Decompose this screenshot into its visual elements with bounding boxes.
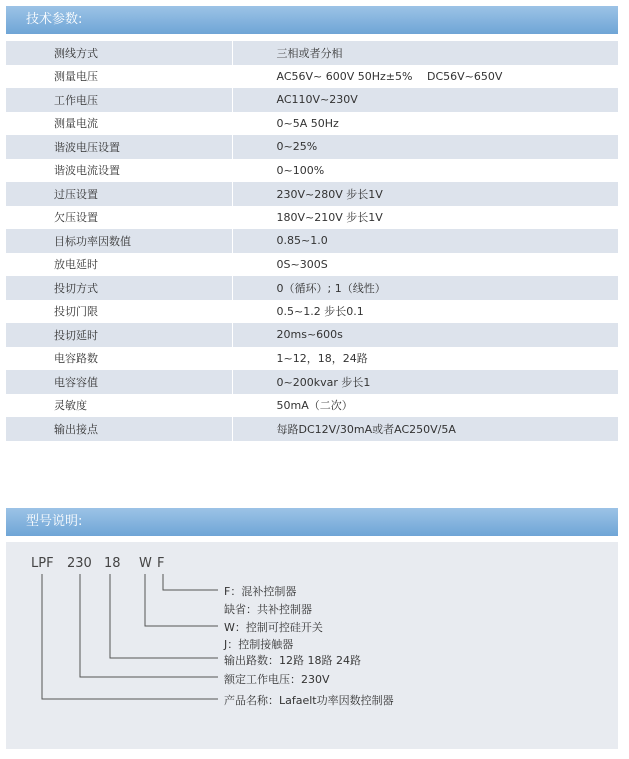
spec-value: 三相或者分相: [232, 41, 618, 65]
spec-label: 工作电压: [6, 88, 232, 112]
desc-outputs: 输出路数：12路 18路 24路: [224, 654, 361, 667]
spec-value: 0S~300S: [232, 253, 618, 277]
desc-default: 缺省：共补控制器: [224, 603, 312, 616]
code-18: 18: [104, 556, 121, 571]
spec-label: 谐波电压设置: [6, 135, 232, 159]
table-row: [6, 370, 618, 394]
spec-label: 目标功率因数值: [6, 229, 232, 253]
spec-label: 谐波电流设置: [6, 159, 232, 183]
spec-value: AC56V~ 600V 50Hz±5% DC56V~650V: [232, 65, 618, 89]
spec-label: 测量电压: [6, 65, 232, 89]
table-row: [6, 159, 618, 183]
spec-value: 230V~280V 步长1V: [232, 182, 618, 206]
desc-voltage: 额定工作电压：230V: [224, 673, 330, 686]
spec-value: 0~100%: [232, 159, 618, 183]
table-row: [6, 41, 618, 65]
table-row: [6, 394, 618, 418]
code-f: F: [157, 556, 165, 571]
spec-value: 每路DC12V/30mA或者AC250V/5A: [232, 417, 618, 441]
spec-value: 50mA（二次）: [232, 394, 618, 418]
table-row: [6, 182, 618, 206]
table-row: [6, 276, 618, 300]
spec-label: 灵敏度: [6, 394, 232, 418]
desc-j: J：控制接触器: [224, 638, 294, 651]
table-row: [6, 135, 618, 159]
spec-label: 放电延时: [6, 253, 232, 277]
spec-value: AC110V~230V: [232, 88, 618, 112]
table-row: [6, 112, 618, 136]
spec-label: 投切延时: [6, 323, 232, 347]
spec-value: 180V~210V 步长1V: [232, 206, 618, 230]
spec-value: 1~12，18，24路: [232, 347, 618, 371]
spec-label: 投切方式: [6, 276, 232, 300]
section-header-model-desc: 型号说明:: [6, 508, 618, 536]
model-diagram: [6, 542, 618, 749]
connector-f: [163, 574, 218, 590]
desc-w: W：控制可控硅开关: [224, 621, 323, 634]
spec-value: 0~5A 50Hz: [232, 112, 618, 136]
spec-label: 投切门限: [6, 300, 232, 324]
table-row: [6, 323, 618, 347]
spec-value: 20ms~600s: [232, 323, 618, 347]
spec-value: 0~25%: [232, 135, 618, 159]
section-header-tech-params: 技术参数:: [6, 6, 618, 34]
connector-w: [145, 574, 218, 626]
spec-table: [6, 41, 618, 441]
table-row: [6, 347, 618, 371]
spec-label: 输出接点: [6, 417, 232, 441]
table-row: [6, 417, 618, 441]
spec-value: 0（循环）; 1（线性）: [232, 276, 618, 300]
table-row: [6, 88, 618, 112]
spec-value: 0.5~1.2 步长0.1: [232, 300, 618, 324]
desc-f: F：混补控制器: [224, 585, 297, 598]
model-connector-lines: [6, 542, 618, 749]
spec-label: 电容容值: [6, 370, 232, 394]
code-w: W: [139, 556, 152, 571]
spec-label: 欠压设置: [6, 206, 232, 230]
connector-18: [110, 574, 218, 658]
spec-label: 测线方式: [6, 41, 232, 65]
table-row: [6, 300, 618, 324]
table-row: [6, 253, 618, 277]
spec-label: 过压设置: [6, 182, 232, 206]
code-230: 230: [67, 556, 92, 571]
code-lpf: LPF: [31, 556, 54, 571]
table-row: [6, 65, 618, 89]
spec-label: 电容路数: [6, 347, 232, 371]
spec-value: 0~200kvar 步长1: [232, 370, 618, 394]
spec-value: 0.85~1.0: [232, 229, 618, 253]
table-row: [6, 229, 618, 253]
desc-product: 产品名称：Lafaelt功率因数控制器: [224, 694, 394, 707]
table-row: [6, 206, 618, 230]
spec-label: 测量电流: [6, 112, 232, 136]
connector-lpf: [42, 574, 218, 699]
